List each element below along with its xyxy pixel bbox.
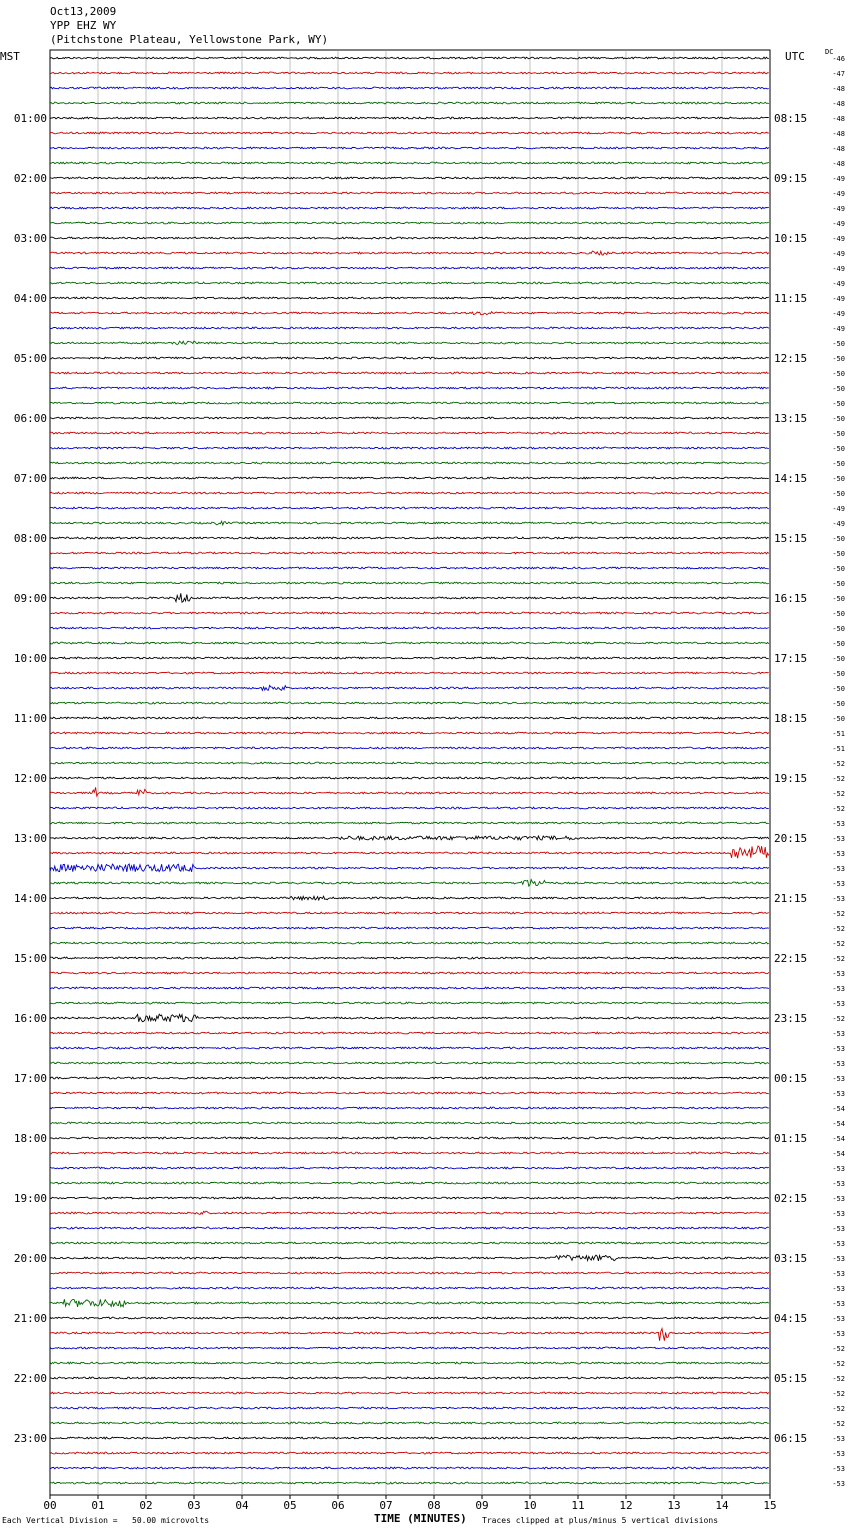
dc-offset-label: -53 — [832, 1000, 845, 1008]
dc-offset-label: -53 — [832, 865, 845, 873]
dc-offset-label: -52 — [832, 1015, 845, 1023]
trace-row — [50, 1197, 769, 1199]
dc-offset-label: -50 — [832, 565, 845, 573]
trace-row — [50, 957, 769, 959]
trace-row — [50, 732, 769, 734]
dc-offset-label: -51 — [832, 745, 845, 753]
mst-hour-label: 14:00 — [13, 892, 47, 905]
dc-offset-label: -53 — [832, 970, 845, 978]
dc-offset-label: -50 — [832, 670, 845, 678]
trace-row — [50, 717, 769, 719]
trace-row — [50, 1437, 769, 1439]
dc-offset-label: -53 — [832, 1270, 845, 1278]
trace-row — [50, 864, 769, 872]
dc-offset-label: -50 — [832, 355, 845, 363]
trace-row — [50, 1287, 769, 1289]
trace-row — [50, 1452, 769, 1454]
trace-row — [50, 477, 769, 479]
dc-offset-label: -50 — [832, 445, 845, 453]
mst-hour-label: 11:00 — [13, 712, 47, 725]
utc-hour-label: 10:15 — [774, 232, 808, 245]
clip-note: Traces clipped at plus/minus 5 vertical divisions — [482, 1516, 719, 1525]
trace-row — [50, 1047, 769, 1049]
trace-row — [50, 1211, 769, 1214]
trace-row — [50, 1227, 769, 1229]
trace-row — [50, 593, 769, 602]
dc-offset-label: -53 — [832, 1315, 845, 1323]
dc-offset-label: -48 — [832, 145, 845, 153]
dc-offset-label: -53 — [832, 1330, 845, 1338]
dc-offset-label: -54 — [832, 1120, 845, 1128]
dc-offset-label: -49 — [832, 205, 845, 213]
trace-row — [50, 627, 769, 629]
utc-hour-label: 01:15 — [774, 1132, 808, 1145]
utc-hour-label: 20:15 — [774, 832, 808, 845]
mst-hour-label: 21:00 — [13, 1312, 47, 1325]
dc-offset-label: -52 — [832, 775, 845, 783]
trace-row — [50, 1422, 769, 1424]
plot-frame — [50, 50, 770, 1495]
trace-row — [50, 972, 769, 974]
dc-offset-label: -53 — [832, 1435, 845, 1443]
trace-row — [50, 237, 769, 239]
utc-hour-label: 00:15 — [774, 1072, 808, 1085]
utc-hour-label: 13:15 — [774, 412, 808, 425]
right-timezone-label: UTC — [785, 50, 805, 63]
dc-offset-label: -53 — [832, 880, 845, 888]
x-tick-label: 04 — [235, 1499, 249, 1512]
dc-offset-label: -53 — [832, 1030, 845, 1038]
dc-offset-label: -48 — [832, 85, 845, 93]
dc-offset-label: -49 — [832, 250, 845, 258]
utc-hour-label: 06:15 — [774, 1432, 808, 1445]
trace-row — [50, 147, 769, 149]
trace-row — [50, 1407, 769, 1409]
dc-offset-label: -53 — [832, 1480, 845, 1488]
dc-offset-label: -50 — [832, 655, 845, 663]
dc-offset-label: -53 — [832, 1240, 845, 1248]
trace-row — [50, 836, 769, 840]
trace-row — [50, 462, 769, 464]
trace-row — [50, 282, 769, 284]
trace-row — [50, 387, 769, 389]
trace-row — [50, 846, 769, 858]
trace-row — [50, 372, 769, 374]
mst-hour-label: 10:00 — [13, 652, 47, 665]
trace-row — [50, 702, 769, 704]
dc-offset-label: -50 — [832, 340, 845, 348]
trace-row — [50, 341, 769, 345]
trace-row — [50, 807, 769, 809]
dc-offset-label: -53 — [832, 1225, 845, 1233]
trace-row — [50, 1377, 769, 1379]
trace-row — [50, 117, 769, 119]
trace-row — [50, 1347, 769, 1349]
trace-row — [50, 747, 769, 749]
trace-row — [50, 880, 769, 887]
x-tick-label: 07 — [379, 1499, 393, 1512]
dc-offset-label: -53 — [832, 1465, 845, 1473]
dc-offset-label: -49 — [832, 325, 845, 333]
dc-offset-label: -50 — [832, 430, 845, 438]
utc-hour-label: 23:15 — [774, 1012, 808, 1025]
trace-row — [50, 612, 769, 614]
mst-hour-label: 01:00 — [13, 112, 47, 125]
trace-row — [50, 297, 769, 299]
trace-row — [50, 1317, 769, 1319]
x-tick-label: 08 — [427, 1499, 441, 1512]
dc-offset-label: -52 — [832, 790, 845, 798]
trace-row — [50, 896, 769, 900]
utc-hour-label: 15:15 — [774, 532, 808, 545]
chart-date: Oct13,2009 — [50, 5, 117, 18]
dc-offset-label: -52 — [832, 940, 845, 948]
x-tick-label: 06 — [331, 1499, 345, 1512]
utc-hour-label: 09:15 — [774, 172, 808, 185]
trace-row — [50, 402, 769, 404]
dc-offset-label: -50 — [832, 700, 845, 708]
dc-offset-label: -49 — [832, 295, 845, 303]
utc-hour-label: 05:15 — [774, 1372, 808, 1385]
mst-hour-label: 13:00 — [13, 832, 47, 845]
dc-offset-label: -53 — [832, 1165, 845, 1173]
trace-row — [50, 1107, 769, 1109]
dc-label: DC — [825, 48, 834, 56]
dc-offset-label: -53 — [832, 1285, 845, 1293]
dc-offset-label: -52 — [832, 1375, 845, 1383]
dc-offset-label: -50 — [832, 580, 845, 588]
x-tick-label: 10 — [523, 1499, 537, 1512]
trace-row — [50, 492, 769, 494]
dc-offset-label: -53 — [832, 1060, 845, 1068]
x-tick-label: 14 — [715, 1499, 729, 1512]
trace-row — [50, 1182, 769, 1184]
utc-hour-label: 02:15 — [774, 1192, 808, 1205]
trace-row — [50, 1272, 769, 1274]
dc-offset-label: -49 — [832, 505, 845, 513]
trace-row — [50, 685, 769, 690]
x-axis-title: TIME (MINUTES) — [374, 1512, 467, 1525]
mst-hour-label: 02:00 — [13, 172, 47, 185]
utc-hour-label: 17:15 — [774, 652, 808, 665]
trace-row — [50, 507, 769, 509]
trace-row — [50, 1122, 769, 1124]
dc-offset-label: -52 — [832, 925, 845, 933]
dc-offset-label: -52 — [832, 1405, 845, 1413]
trace-row — [50, 912, 769, 914]
trace-row — [50, 537, 769, 539]
dc-offset-label: -54 — [832, 1150, 845, 1158]
trace-row — [50, 251, 769, 255]
trace-row — [50, 57, 769, 59]
x-tick-label: 02 — [139, 1499, 153, 1512]
trace-row — [50, 521, 769, 525]
utc-hour-label: 22:15 — [774, 952, 808, 965]
trace-row — [50, 222, 769, 224]
trace-row — [50, 432, 769, 434]
dc-offset-label: -53 — [832, 985, 845, 993]
dc-offset-label: -53 — [832, 835, 845, 843]
dc-offset-label: -50 — [832, 460, 845, 468]
scale-note: Each Vertical Division = 50.00 microvolts — [2, 1516, 210, 1525]
mst-hour-label: 18:00 — [13, 1132, 47, 1145]
dc-offset-label: -48 — [832, 130, 845, 138]
mst-hour-label: 03:00 — [13, 232, 47, 245]
trace-row — [50, 162, 769, 164]
x-tick-label: 00 — [43, 1499, 57, 1512]
dc-offset-label: -52 — [832, 1390, 845, 1398]
dc-offset-label: -53 — [832, 1090, 845, 1098]
x-tick-label: 03 — [187, 1499, 201, 1512]
mst-hour-label: 16:00 — [13, 1012, 47, 1025]
dc-offset-label: -52 — [832, 1345, 845, 1353]
dc-offset-label: -53 — [832, 850, 845, 858]
trace-row — [50, 1032, 769, 1034]
dc-offset-label: -49 — [832, 280, 845, 288]
dc-offset-label: -49 — [832, 190, 845, 198]
dc-offset-label: -50 — [832, 715, 845, 723]
x-tick-label: 15 — [763, 1499, 777, 1512]
trace-row — [50, 987, 769, 989]
trace-row — [50, 672, 769, 674]
trace-row — [50, 1077, 769, 1079]
trace-row — [50, 927, 769, 929]
trace-row — [50, 582, 769, 584]
dc-offset-label: -53 — [832, 820, 845, 828]
dc-offset-label: -53 — [832, 1210, 845, 1218]
trace-row — [50, 787, 769, 796]
dc-offset-label: -49 — [832, 235, 845, 243]
mst-hour-label: 05:00 — [13, 352, 47, 365]
utc-hour-label: 14:15 — [774, 472, 808, 485]
dc-offset-label: -49 — [832, 265, 845, 273]
mst-hour-label: 19:00 — [13, 1192, 47, 1205]
trace-row — [50, 1137, 769, 1139]
trace-row — [50, 1092, 769, 1094]
mst-hour-label: 04:00 — [13, 292, 47, 305]
dc-offset-label: -53 — [832, 1195, 845, 1203]
dc-offset-label: -50 — [832, 415, 845, 423]
dc-offset-label: -53 — [832, 1450, 845, 1458]
dc-offset-label: -52 — [832, 910, 845, 918]
dc-offset-label: -50 — [832, 595, 845, 603]
trace-row — [50, 822, 769, 824]
trace-row — [50, 1392, 769, 1394]
dc-offset-label: -53 — [832, 1045, 845, 1053]
dc-offset-label: -52 — [832, 1360, 845, 1368]
trace-row — [50, 567, 769, 569]
mst-hour-label: 06:00 — [13, 412, 47, 425]
mst-hour-label: 20:00 — [13, 1252, 47, 1265]
trace-row — [50, 657, 769, 659]
dc-offset-label: -48 — [832, 100, 845, 108]
utc-hour-label: 18:15 — [774, 712, 808, 725]
trace-row — [50, 447, 769, 449]
dc-offset-label: -50 — [832, 400, 845, 408]
dc-offset-label: -54 — [832, 1105, 845, 1113]
dc-offset-label: -48 — [832, 115, 845, 123]
dc-offset-label: -54 — [832, 1135, 845, 1143]
x-tick-label: 13 — [667, 1499, 681, 1512]
trace-row — [50, 267, 769, 269]
trace-row — [50, 1242, 769, 1244]
dc-offset-label: -50 — [832, 685, 845, 693]
trace-row — [50, 1002, 769, 1004]
trace-row — [50, 1167, 769, 1169]
mst-hour-label: 22:00 — [13, 1372, 47, 1385]
trace-row — [50, 1482, 769, 1484]
station-code: YPP EHZ WY — [50, 19, 117, 32]
trace-row — [50, 132, 769, 134]
dc-offset-label: -46 — [832, 55, 845, 63]
dc-offset-label: -50 — [832, 550, 845, 558]
x-tick-label: 09 — [475, 1499, 489, 1512]
dc-offset-label: -53 — [832, 1180, 845, 1188]
mst-hour-label: 17:00 — [13, 1072, 47, 1085]
dc-offset-label: -53 — [832, 1255, 845, 1263]
utc-hour-label: 03:15 — [774, 1252, 808, 1265]
trace-row — [50, 762, 769, 764]
trace-row — [50, 312, 769, 315]
dc-offset-label: -50 — [832, 385, 845, 393]
x-tick-label: 01 — [91, 1499, 105, 1512]
trace-row — [50, 1362, 769, 1364]
dc-offset-label: -49 — [832, 310, 845, 318]
trace-row — [50, 552, 769, 554]
mst-hour-label: 12:00 — [13, 772, 47, 785]
dc-offset-label: -50 — [832, 625, 845, 633]
trace-row — [50, 417, 769, 419]
station-location: (Pitchstone Plateau, Yellowstone Park, WY) — [50, 33, 329, 46]
utc-hour-label: 21:15 — [774, 892, 808, 905]
dc-offset-label: -49 — [832, 520, 845, 528]
utc-hour-label: 04:15 — [774, 1312, 808, 1325]
dc-offset-label: -52 — [832, 955, 845, 963]
utc-hour-label: 19:15 — [774, 772, 808, 785]
trace-row — [50, 192, 769, 194]
utc-hour-label: 08:15 — [774, 112, 808, 125]
x-tick-label: 11 — [571, 1499, 585, 1512]
trace-row — [50, 102, 769, 104]
dc-offset-label: -49 — [832, 220, 845, 228]
dc-offset-label: -52 — [832, 760, 845, 768]
trace-row — [50, 1062, 769, 1064]
dc-offset-label: -48 — [832, 160, 845, 168]
dc-offset-label: -50 — [832, 475, 845, 483]
mst-hour-label: 23:00 — [13, 1432, 47, 1445]
trace-row — [50, 642, 769, 644]
dc-offset-label: -50 — [832, 640, 845, 648]
mst-hour-label: 15:00 — [13, 952, 47, 965]
trace-row — [50, 1014, 769, 1022]
trace-row — [50, 177, 769, 179]
trace-row — [50, 1329, 769, 1341]
trace-row — [50, 87, 769, 89]
mst-hour-label: 09:00 — [13, 592, 47, 605]
dc-offset-label: -53 — [832, 895, 845, 903]
trace-row — [50, 1467, 769, 1469]
dc-offset-label: -52 — [832, 1420, 845, 1428]
dc-offset-label: -50 — [832, 610, 845, 618]
dc-offset-label: -47 — [832, 70, 845, 78]
dc-offset-label: -53 — [832, 1075, 845, 1083]
dc-offset-label: -50 — [832, 370, 845, 378]
trace-row — [50, 357, 769, 359]
trace-row — [50, 942, 769, 944]
trace-row — [50, 1152, 769, 1154]
trace-row — [50, 1255, 769, 1261]
utc-hour-label: 16:15 — [774, 592, 808, 605]
dc-offset-label: -51 — [832, 730, 845, 738]
dc-offset-label: -53 — [832, 1300, 845, 1308]
utc-hour-label: 12:15 — [774, 352, 808, 365]
x-tick-label: 12 — [619, 1499, 633, 1512]
dc-offset-label: -50 — [832, 535, 845, 543]
trace-row — [50, 327, 769, 329]
dc-offset-label: -50 — [832, 490, 845, 498]
trace-row — [50, 207, 769, 209]
trace-row — [50, 1299, 769, 1307]
dc-offset-label: -49 — [832, 175, 845, 183]
utc-hour-label: 11:15 — [774, 292, 808, 305]
mst-hour-label: 07:00 — [13, 472, 47, 485]
trace-row — [50, 777, 769, 779]
dc-offset-label: -52 — [832, 805, 845, 813]
mst-hour-label: 08:00 — [13, 532, 47, 545]
trace-row — [50, 72, 769, 74]
x-tick-label: 05 — [283, 1499, 297, 1512]
left-timezone-label: MST — [0, 50, 20, 63]
